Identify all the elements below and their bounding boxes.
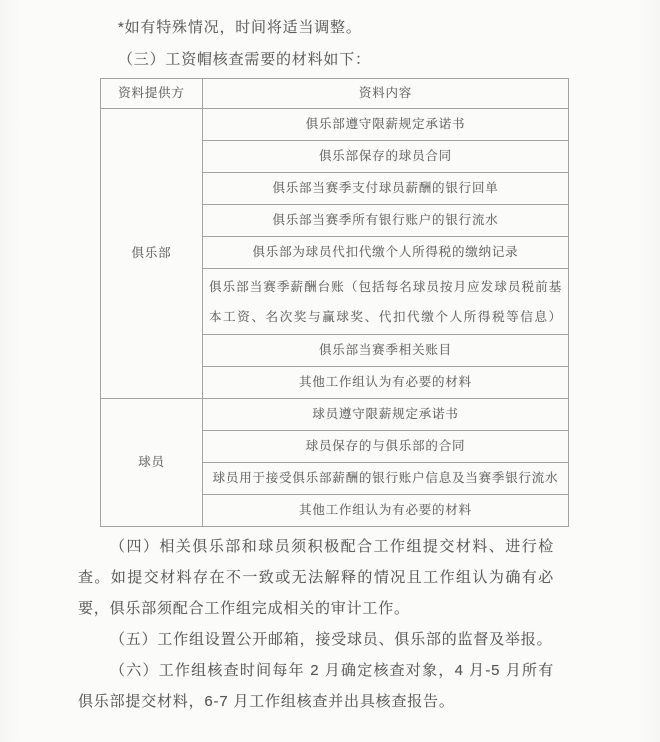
table-cell: 俱乐部当赛季薪酬台账（包括每名球员按月应发球员税前基本工资、名次奖与赢球奖、代扣代缴个人所得税等信息） — [203, 269, 569, 335]
table-cell: 俱乐部当赛季所有银行账户的银行流水 — [203, 205, 569, 237]
table-row — [101, 399, 569, 431]
table-cell: 俱乐部保存的球员合同 — [203, 141, 569, 173]
table-cell: 球员遵守限薪规定承诺书 — [203, 399, 569, 431]
column-header-provider: 资料提供方 — [101, 79, 203, 109]
table-cell: 俱乐部当赛季相关账目 — [203, 335, 569, 367]
table-cell: 其他工作组认为有必要的材料 — [203, 367, 569, 399]
group-label-player: 球员 — [101, 399, 203, 527]
section3-title: （三）工资帽核查需要的材料如下： — [118, 51, 371, 68]
paragraph-5: （五）工作组设置公开邮箱，接受球员、俱乐部的监督及举报。 — [110, 631, 553, 648]
table-cell: 俱乐部为球员代扣代缴个人所得税的缴纳记录 — [203, 237, 569, 269]
paragraph-4: （四）相关俱乐部和球员须积极配合工作组提交材料、进行检查。如提交材料存在不一致或无法解释的情况且工作组认为确有必要，俱乐部须配合工作组完成相关的审计工作。 — [78, 538, 554, 617]
table-cell: 球员用于接受俱乐部薪酬的银行账户信息及当赛季银行流水 — [203, 463, 569, 495]
materials-table — [100, 78, 569, 527]
bottom-text-block — [78, 531, 554, 717]
paragraph-6: （六）工作组核查时间每年 2 月确定核查对象，4 月-5 月所有俱乐部提交材料，6-7 月工作组核查并出具核查报告。 — [78, 662, 554, 710]
table-row — [101, 109, 569, 141]
top-text-block — [78, 12, 578, 76]
table-cell: 俱乐部当赛季支付球员薪酬的银行回单 — [203, 173, 569, 205]
column-header-content: 资料内容 — [203, 79, 569, 109]
note-line: *如有特殊情况，时间将适当调整。 — [118, 19, 362, 36]
table-header-row — [101, 79, 569, 109]
table-cell: 球员保存的与俱乐部的合同 — [203, 431, 569, 463]
table-cell: 其他工作组认为有必要的材料 — [203, 495, 569, 527]
group-label-club: 俱乐部 — [101, 109, 203, 399]
table-cell: 俱乐部遵守限薪规定承诺书 — [203, 109, 569, 141]
